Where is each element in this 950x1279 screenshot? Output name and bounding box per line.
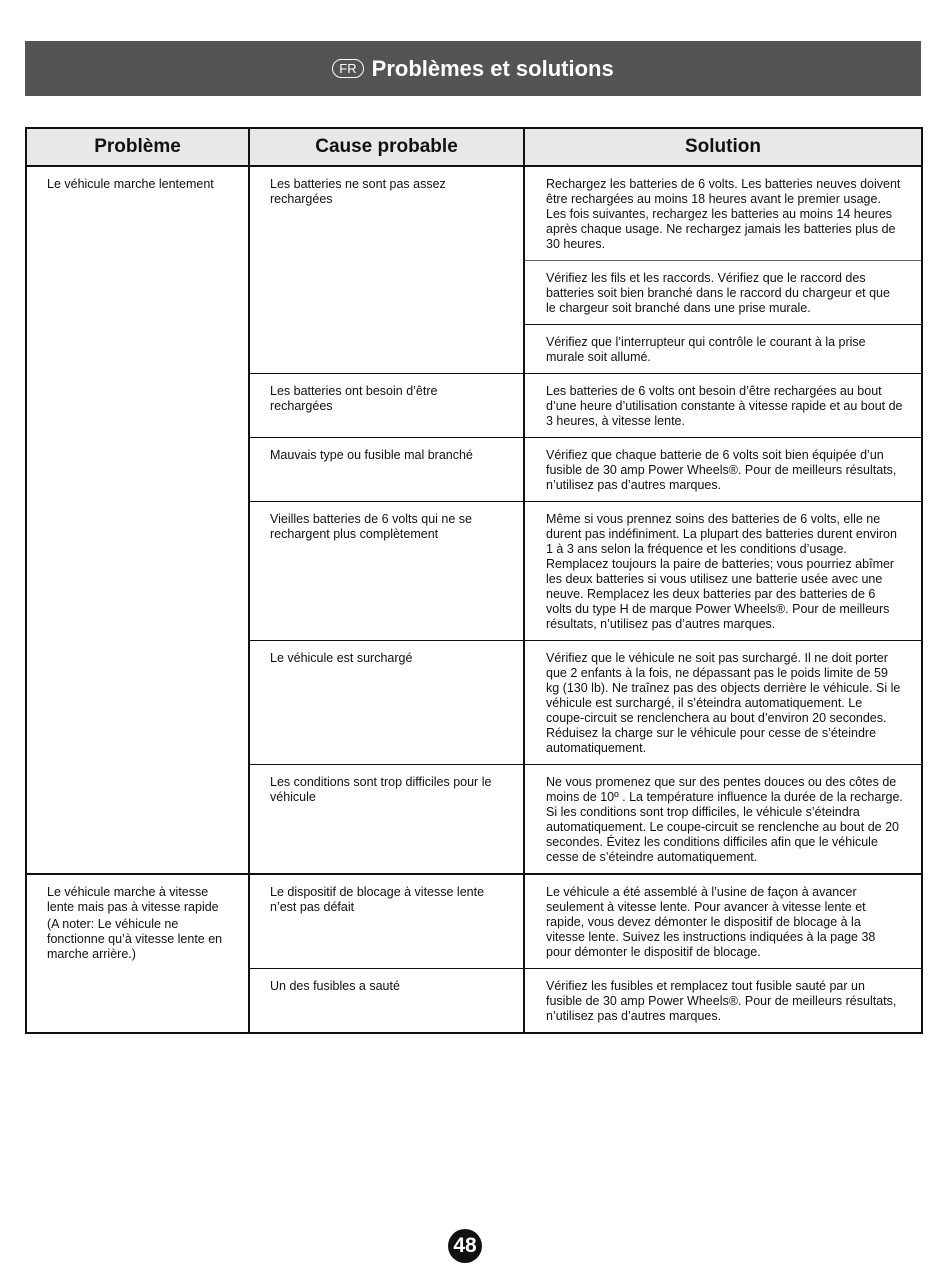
- column-header-cause: Cause probable: [249, 128, 524, 166]
- solution-cell: Vérifiez que l’interrupteur qui contrôle le courant à la prise murale soit allumé.: [524, 325, 922, 374]
- table-row: [26, 874, 922, 969]
- problem-cell: [26, 166, 249, 874]
- problem-text: Le véhicule marche à vitesse lente mais pas à vitesse rapide: [47, 885, 219, 914]
- solution-cell: Rechargez les batteries de 6 volts. Les batteries neuves doivent être rechargées au moins 18 heures avant le premier usage. Les fois suivantes, rechargez les batteries au moins 14 heures après chaque usage. Ne rechargez jamais les batteries plus de 30 heures.: [524, 166, 922, 261]
- solution-cell: Les batteries de 6 volts ont besoin d’être rechargées au bout d’une heure d’utilisation constante à vitesse rapide et au bout de 3 heures, à vitesse lente.: [524, 374, 922, 438]
- cause-text: Les batteries ne sont pas assez rechargées: [270, 177, 446, 206]
- page-title: Problèmes et solutions: [371, 55, 614, 81]
- solution-cell: Même si vous prennez soins des batteries de 6 volts, elle ne durent pas indéfiniment. La plupart des batteries durent environ 1 à 3 ans selon la fréquence et les conditions d’usage. Remplacez toujours la paire de batteries; vous pourriez abîmer les deux batteries si vous utilisez une batterie usée avec une neuve. Remplacez les deux batteries par des batteries de 6 volts du type H de marque Power Wheels®. Pour de meilleurs résultats, n’utilisez pas d’autres marques.: [524, 502, 922, 641]
- problem-note: (A noter: Le véhicule ne fonctionne qu’à vitesse lente en marche arrière.): [47, 917, 223, 961]
- cause-cell: Vieilles batteries de 6 volts qui ne se rechargent plus complètement: [249, 502, 524, 641]
- column-header-solution: Solution: [524, 128, 922, 166]
- solution-cell: Le véhicule a été assemblé à l’usine de façon à avancer seulement à vitesse lente. Pour avancer à vitesse lente et rapide, vous devez démonter le dispositif de blocage à la vitesse lente. Suivez les instructions indiquées à la page 38 pour démonter le dispositif de blocage.: [524, 874, 922, 969]
- cause-cell: Mauvais type ou fusible mal branché: [249, 438, 524, 502]
- cause-cell: [249, 166, 524, 374]
- solution-cell: Vérifiez que le véhicule ne soit pas surchargé. Il ne doit porter que 2 enfants à la fois, ne dépassant pas le poids limite de 59 kg (130 lb). Ne traînez pas des objects derrière le véhicule. Si le véhicule est surchargé, il s’éteindra automatiquement. Le coupe-circuit se renclenchera au bout d’environ 20 secondes. Réduisez la charge sur le véhicule pour cesse de s’éteindre automatiquement.: [524, 641, 922, 765]
- cause-cell: Les conditions sont trop difficiles pour le véhicule: [249, 765, 524, 875]
- table-header-row: [26, 128, 922, 166]
- problem-text: Le véhicule marche lentement: [47, 177, 214, 191]
- cause-cell: Les batteries ont besoin d’être rechargées: [249, 374, 524, 438]
- cause-cell: Un des fusibles a sauté: [249, 969, 524, 1034]
- column-header-problem: Problème: [26, 128, 249, 166]
- solution-cell: Vérifiez les fils et les raccords. Vérifiez que le raccord des batteries soit bien branché dans le raccord du chargeur et que le chargeur soit branché dans une prise murale.: [524, 261, 922, 325]
- page-number: 48: [448, 1229, 482, 1263]
- cause-cell: Le véhicule est surchargé: [249, 641, 524, 765]
- language-badge: FR: [332, 59, 363, 78]
- page-header-banner: [25, 41, 921, 96]
- problem-cell: [26, 874, 249, 1033]
- solution-cell: Vérifiez que chaque batterie de 6 volts soit bien équipée d’un fusible de 30 amp Power Wheels®. Pour de meilleurs résultats, n’utilisez pas d’autres marques.: [524, 438, 922, 502]
- cause-cell: Le dispositif de blocage à vitesse lente n’est pas défait: [249, 874, 524, 969]
- table-row: [26, 166, 922, 261]
- solution-cell: Vérifiez les fusibles et remplacez tout fusible sauté par un fusible de 30 amp Power Wheels®. Pour de meilleurs résultats, n’utilisez pas d’autres marques.: [524, 969, 922, 1034]
- solution-cell: Ne vous promenez que sur des pentes douces ou des côtes de moins de 10º . La température influence la durée de la recharge. Si les conditions sont trop difficiles, le véhicule s’éteindra automatiquement. Le coupe-circuit se renclenche au bout de 20 secondes. Évitez les conditions difficiles afin que le véhicule cesse de s’éteindre automatiquement.: [524, 765, 922, 875]
- troubleshooting-table: [25, 127, 923, 1034]
